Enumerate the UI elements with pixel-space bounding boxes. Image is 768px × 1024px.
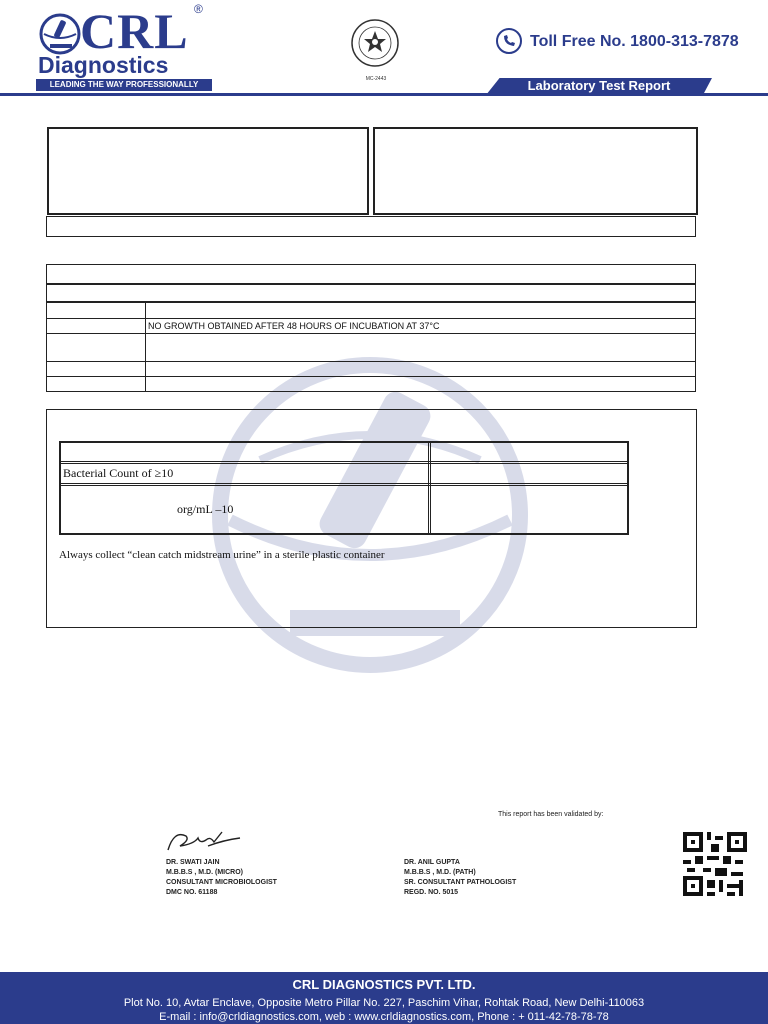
signatory-2-registration: REGD. NO. 5015 xyxy=(404,889,459,896)
toll-free-number: Toll Free No. 1800-313-7878 xyxy=(530,33,739,50)
sample-details-box xyxy=(373,127,698,215)
interpretation-box xyxy=(46,409,697,628)
header-divider xyxy=(0,93,768,96)
signatory-2-qualification: M.B.B.S , M.D. (PATH) xyxy=(404,869,476,876)
signature-swati-jain xyxy=(164,826,244,856)
registered-mark: ® xyxy=(194,2,203,16)
org-per-ml-label: org/mL –10 xyxy=(177,502,234,516)
patient-details-box xyxy=(47,127,369,215)
footer-contact: E-mail : info@crldiagnostics.com, web : www.crldiagnostics.com, Phone : + 011-42-78-78-78 xyxy=(159,1011,609,1023)
footer-company: CRL DIAGNOSTICS PVT. LTD. xyxy=(292,977,476,992)
brand-name: CRL xyxy=(80,3,189,59)
signatory-1-registration: DMC NO. 61188 xyxy=(166,889,218,896)
column-divider xyxy=(145,303,146,391)
bacterial-count-label: Bacterial Count of ≥10 xyxy=(63,466,174,480)
growth-result: NO GROWTH OBTAINED AFTER 48 HOURS OF INCUBATION AT 37°C xyxy=(148,321,440,331)
results-title-row xyxy=(46,264,696,284)
signatory-2 xyxy=(404,858,516,898)
validation-caption: This report has been validated by: xyxy=(498,811,604,818)
test-info-strip xyxy=(46,216,696,237)
signatory-1-title: CONSULTANT MICROBIOLOGIST xyxy=(166,879,277,886)
collection-note: Always collect “clean catch midstream urine” in a sterile plastic container xyxy=(59,549,385,561)
row-divider xyxy=(47,376,695,377)
microscope-globe-icon xyxy=(38,12,82,56)
report-title: Laboratory Test Report xyxy=(527,78,671,93)
column-divider xyxy=(428,443,431,533)
footer xyxy=(0,972,768,1024)
signatory-1 xyxy=(166,858,277,898)
signatory-2-name: DR. ANIL GUPTA xyxy=(404,859,460,866)
signatory-2-title: SR. CONSULTANT PATHOLOGIST xyxy=(404,879,517,886)
results-subtitle-row xyxy=(46,284,696,302)
phone-icon xyxy=(496,28,522,54)
accreditation-seal-icon xyxy=(350,18,400,68)
qr-code-icon xyxy=(683,832,747,896)
footer-address: Plot No. 10, Avtar Enclave, Opposite Metro Pillar No. 227, Paschim Vihar, Rohtak Road, New Delhi-110063 xyxy=(123,997,645,1009)
signatory-1-name: DR. SWATI JAIN xyxy=(166,859,220,866)
interpretation-table xyxy=(59,441,629,535)
row-divider xyxy=(47,333,695,334)
row-divider xyxy=(61,461,627,464)
brand-tagline: LEADING THE WAY PROFESSIONALLY xyxy=(36,79,212,91)
signatory-1-qualification: M.B.B.S , M.D. (MICRO) xyxy=(166,869,243,876)
results-table xyxy=(46,302,696,392)
seal-code: MC-2443 xyxy=(365,76,387,82)
row-divider xyxy=(47,361,695,362)
brand-subtitle: Diagnostics xyxy=(38,52,169,78)
row-divider xyxy=(61,483,627,486)
